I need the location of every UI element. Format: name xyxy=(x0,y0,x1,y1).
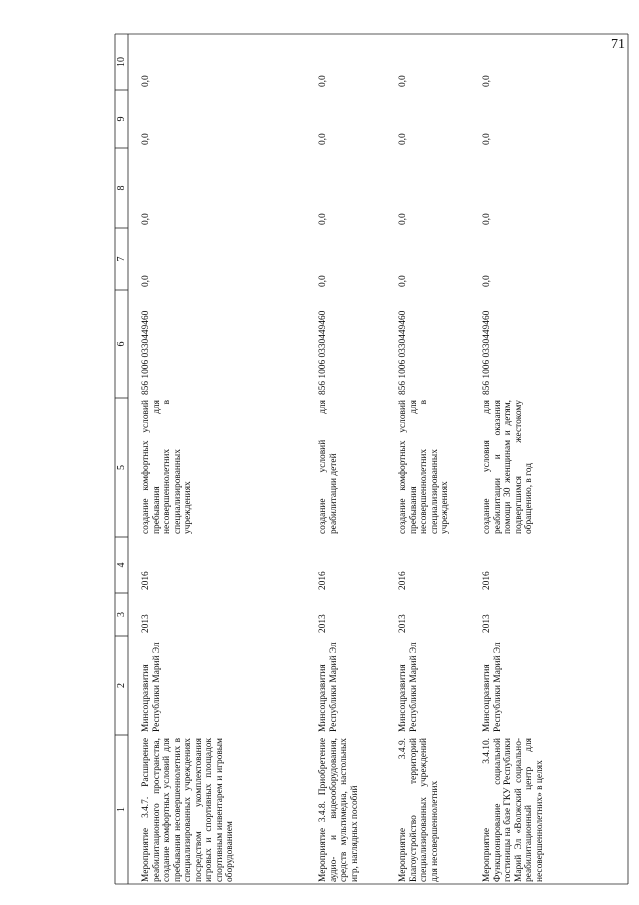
table-row-3-budget-code: 856 1006 0330449460 xyxy=(398,310,408,395)
table-row-4-value-7: 0,0 xyxy=(482,275,492,287)
column-header-9: 9 xyxy=(116,116,127,122)
column-header-3: 3 xyxy=(116,612,127,617)
table-row-2-result: создание условий для реабилитации детей xyxy=(318,400,339,534)
page-number: 71 xyxy=(611,37,625,52)
table-row-1-result: создание комфортных условий пребывания для несовершеннолетних в специализированных учреждениях xyxy=(141,400,194,534)
column-header-6: 6 xyxy=(116,341,127,347)
table-row-3-executor: Минсоцразвития Республики Марий Эл xyxy=(398,642,419,732)
table-row-4-result: создание условия для реабилитации и оказания помощи 30 женщинам и детям, подвергшимся жестокому обращению, в год xyxy=(482,400,535,534)
column-header-5: 5 xyxy=(116,465,127,470)
column-header-7: 7 xyxy=(116,256,127,262)
column-header-2: 2 xyxy=(116,683,127,688)
table-row-4-value-9: 0,0 xyxy=(482,133,492,145)
table-row-3-result: создание комфортных условий пребывания для несовершеннолетних в специализированных учреждениях xyxy=(398,400,451,534)
table-row-2-value-8: 0,0 xyxy=(318,213,328,225)
table-row-4-value-10: 0,0 xyxy=(482,75,492,87)
table-row-1-budget-code: 856 1006 0330449460 xyxy=(141,310,151,395)
table-row-4-budget-code: 856 1006 0330449460 xyxy=(482,310,492,395)
table-row-2-measure: Мероприятие 3.4.8. Приобретение аудио- и видеооборудования, средств мультимедиа, настольных игр, наглядных пособий xyxy=(318,738,360,882)
table-row-1-value-8: 0,0 xyxy=(141,213,151,225)
table-row-1-value-10: 0,0 xyxy=(141,75,151,87)
table-row-2-value-9: 0,0 xyxy=(318,133,328,145)
table-row-4-end-year: 2016 xyxy=(482,571,492,590)
table-row-3-value-7: 0,0 xyxy=(398,275,408,287)
table-row-3-measure: Мероприятие 3.4.9. Благоустройство территорий специализированных учреждений для несовершеннолетних xyxy=(398,738,440,882)
table-row-3-value-10: 0,0 xyxy=(398,75,408,87)
table-row-3-end-year: 2016 xyxy=(398,571,408,590)
column-header-10: 10 xyxy=(116,57,127,67)
column-header-1: 1 xyxy=(116,807,127,812)
table-row-2-start-year: 2013 xyxy=(318,614,328,633)
table-row-1-value-7: 0,0 xyxy=(141,275,151,287)
table-row-2-value-10: 0,0 xyxy=(318,75,328,87)
table-row-3-value-9: 0,0 xyxy=(398,133,408,145)
table-row-2-executor: Минсоцразвития Республики Марий Эл xyxy=(318,642,339,732)
table-row-1-end-year: 2016 xyxy=(141,571,151,590)
table-row-4-start-year: 2013 xyxy=(482,614,492,633)
table-row-4-value-8: 0,0 xyxy=(482,213,492,225)
table-row-2-budget-code: 856 1006 0330449460 xyxy=(318,310,328,395)
table-row-4-executor: Минсоцразвития Республики Марий Эл xyxy=(482,642,503,732)
column-header-8: 8 xyxy=(116,185,127,191)
table-row-4-measure: Мероприятие 3.4.10. Функционирование социальной гостиницы на базе ГКУ Республики Марий Эл «Волжский социально-реабилитационный центр для несовершеннолетних» в целях xyxy=(482,738,545,882)
table-row-3-start-year: 2013 xyxy=(398,614,408,633)
table-row-1-value-9: 0,0 xyxy=(141,133,151,145)
table-row-1-measure: Мероприятие 3.4.7. Расширение реабилитационного пространства, создание комфортных условий для пребывания несовершеннолетних в специализированных учреждениях посредством укомплектования игровых и спортивных площадок спортивным инвентарем и игровым оборудованием xyxy=(141,738,236,882)
table-row-2-end-year: 2016 xyxy=(318,571,328,590)
column-header-4: 4 xyxy=(116,562,127,568)
table-row-3-value-8: 0,0 xyxy=(398,213,408,225)
table-row-1-start-year: 2013 xyxy=(141,614,151,633)
table-row-2-value-7: 0,0 xyxy=(318,275,328,287)
table-row-1-executor: Минсоцразвития Республики Марий Эл xyxy=(141,642,162,732)
